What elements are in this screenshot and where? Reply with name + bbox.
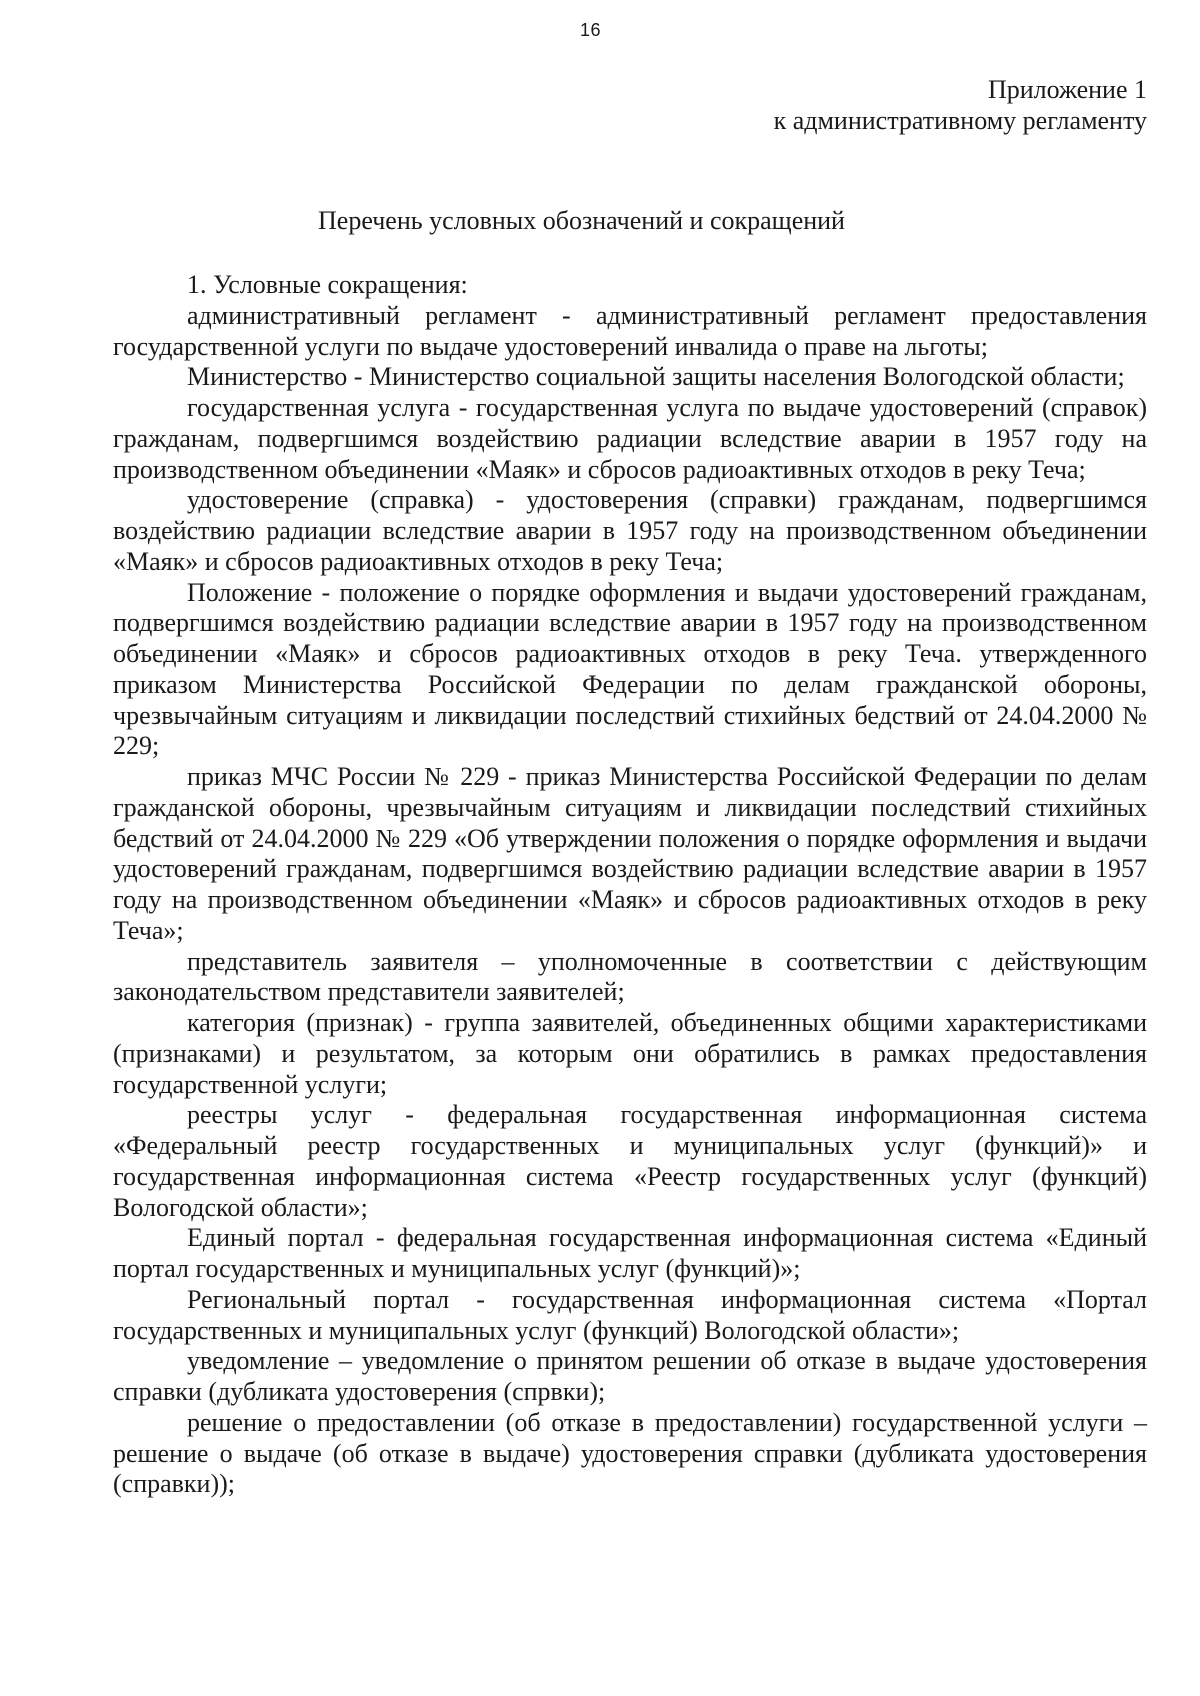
definition-paragraph: уведомление – уведомление о принятом решении об отказе в выдаче удостоверения справки (дубликата удостоверения (спрвки); <box>113 1346 1147 1406</box>
appendix-header <box>774 74 1147 136</box>
document-body <box>113 270 1147 1500</box>
definition-paragraph: категория (признак) - группа заявителей, объединенных общими характеристиками (признаками) и результатом, за которым они обратились в рамках предоставления государственной услуги; <box>113 1008 1147 1099</box>
appendix-line-2: к административному регламенту <box>773 106 1147 135</box>
appendix-line-1: Приложение 1 <box>987 75 1147 104</box>
definition-paragraph: удостоверение (справка) - удостоверения (справки) гражданам, подвергшимся воздействию радиации вследствие аварии в 1957 году на производственном объединении «Маяк» и сбросов радиоактивных отходов в реку Теча; <box>113 485 1147 576</box>
definition-paragraph: государственная услуга - государственная услуга по выдаче удостоверений (справок) гражданам, подвергшимся воздействию радиации вследствие аварии в 1957 году на производственном объединении «Маяк» и сбросов радиоактивных отходов в реку Теча; <box>113 393 1147 484</box>
definition-paragraph: Положение - положение о порядке оформления и выдачи удостоверений гражданам, подвергшимся воздействию радиации вследствие аварии в 1957 году на производственном объединении «Маяк» и сбросов радиоактивных отходов в реку Теча. утвержденного приказом Министерства Российской Федерации по делам гражданской обороны, чрезвычайным ситуациям и ликвидации последствий стихийных бедствий от 24.04.2000 № 229; <box>113 577 1147 761</box>
page-number: 16 <box>580 20 602 40</box>
definition-paragraph: реестры услуг - федеральная государственная информационная система «Федеральный реестр государственных и муниципальных услуг (функций)» и государственная информационная система «Реестр государственных услуг (функций) Вологодской области»; <box>113 1100 1147 1222</box>
definition-paragraph: Министерство - Министерство социальной защиты населения Вологодской области; <box>187 362 1125 392</box>
definition-paragraph: Региональный портал - государственная информационная система «Портал государственных и муниципальных услуг (функций) Вологодской области»; <box>113 1284 1147 1345</box>
document-title: Перечень условных обозначений и сокращений <box>318 206 845 235</box>
definition-paragraph: административный регламент - административный регламент предоставления государственной услуги по выдаче удостоверений инвалида о праве на льготы; <box>113 300 1147 361</box>
definition-paragraph: приказ МЧС России № 229 - приказ Министерства Российской Федерации по делам гражданской обороны, чрезвычайным ситуациям и ликвидации последствий стихийных бедствий от 24.04.2000 № 229 «Об утверждении положения о порядке оформления и выдачи удостоверений гражданам, подвергшимся воздействию радиации вследствие аварии в 1957 году на производственном объединении «Маяк» и сбросов радиоактивных отходов в реку Теча»; <box>113 762 1147 945</box>
definition-paragraph: Единый портал - федеральная государственная информационная система «Единый портал государственных и муниципальных услуг (функций)»; <box>113 1223 1147 1283</box>
section-heading: 1. Условные сокращения: <box>187 270 468 299</box>
definition-paragraph: представитель заявителя – уполномоченные в соответствии с действующим законодательством представители заявителей; <box>113 946 1147 1007</box>
definition-paragraph: решение о предоставлении (об отказе в предоставлении) государственной услуги – решение о выдаче (об отказе в выдаче) удостоверения справки (дубликата удостоверения (справки)); <box>113 1407 1147 1499</box>
